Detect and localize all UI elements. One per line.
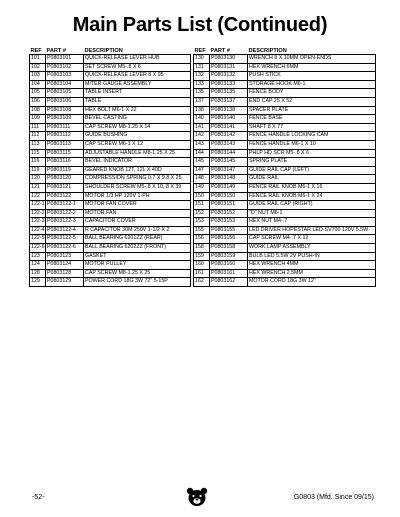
description-cell: TABLE <box>84 97 191 106</box>
table-row <box>194 106 376 115</box>
table-row <box>30 115 191 124</box>
description-cell: HEX WRENCH 4MM <box>248 261 376 270</box>
bear-head-logo-icon <box>186 487 208 507</box>
ref-cell: 122-1 <box>30 201 46 210</box>
table-row <box>30 149 191 158</box>
ref-cell: 129 <box>30 278 46 287</box>
ref-cell: 109 <box>30 115 46 124</box>
table-row <box>30 55 191 64</box>
description-header: DESCRIPTION <box>248 48 287 54</box>
ref-cell: 115 <box>30 149 46 158</box>
table-row <box>194 175 376 184</box>
part-number-cell: P0803120 <box>46 175 84 184</box>
description-cell: GASKET <box>84 252 191 261</box>
table-row <box>194 218 376 227</box>
ref-cell: 144 <box>194 149 210 158</box>
table-row <box>30 209 191 218</box>
table-row <box>30 201 191 210</box>
part-number-cell: P0803111 <box>46 123 84 132</box>
part-number-cell: P0803155 <box>210 226 248 235</box>
ref-cell: 119 <box>30 166 46 175</box>
table-row <box>30 235 191 244</box>
part-number-cell: P0803159 <box>210 252 248 261</box>
ref-cell: 104 <box>30 80 46 89</box>
part-number-cell: P0803143 <box>210 140 248 149</box>
part-number-cell: P0803150 <box>210 192 248 201</box>
part-number-cell: P0803101 <box>46 55 84 64</box>
part-number-cell: P0803122-3 <box>46 218 84 227</box>
table-row <box>194 166 376 175</box>
ref-cell: 138 <box>194 106 210 115</box>
description-header: DESCRIPTION <box>84 48 123 54</box>
ref-cell: 153 <box>194 218 210 227</box>
description-cell: COMPRESSION SPRING 0.7 X 9.8 X 25 <box>84 175 191 184</box>
part-number-cell: P0803161 <box>210 269 248 278</box>
part-number-cell: P0803144 <box>210 149 248 158</box>
description-cell: PUSH STICK <box>248 72 376 81</box>
description-cell: BALL BEARING 6201ZZ (REAR) <box>84 235 191 244</box>
part-number-cell: P0803122 <box>46 192 84 201</box>
description-cell: WORK LAMP ASSEMBLY <box>248 244 376 253</box>
description-cell: R CAPACITOR 30M 250V 1-1/2 X 2 <box>84 226 191 235</box>
description-cell: HEX BOLT M6-1 X 22 <box>84 106 191 115</box>
description-cell: HEX NUT M4-.7 <box>248 218 376 227</box>
part-number-cell: P0803122-5 <box>46 235 84 244</box>
part-number-cell: P0803124 <box>46 261 84 270</box>
ref-cell: 112 <box>30 132 46 141</box>
ref-cell: 123 <box>30 252 46 261</box>
part-number-cell: P0803148 <box>210 175 248 184</box>
ref-cell: 122-6 <box>30 244 46 253</box>
description-cell: MOTOR PULLEY <box>84 261 191 270</box>
ref-cell: 147 <box>194 166 210 175</box>
part-header: PART # <box>210 48 230 54</box>
description-cell: SHAFT 8 X 77 <box>248 123 376 132</box>
description-cell: POWER CORD 18G 3W 72" 5-15P <box>84 278 191 287</box>
part-number-cell: P0803142 <box>210 132 248 141</box>
table-row <box>30 226 191 235</box>
ref-cell: 132 <box>194 72 210 81</box>
table-row <box>194 80 376 89</box>
ref-cell: 120 <box>30 175 46 184</box>
description-cell: BEVEL CASTING <box>84 115 191 124</box>
table-row <box>194 244 376 253</box>
description-cell: BULB LED 5.5W 2V PUSH-IN <box>248 252 376 261</box>
ref-cell: 116 <box>30 158 46 167</box>
description-cell: GUIDE RAIL CAP (RIGHT) <box>248 201 376 210</box>
ref-cell: 133 <box>194 80 210 89</box>
description-cell: HEX WRENCH 6MM <box>248 63 376 72</box>
description-cell: BALL BEARING 6202ZZ (FRONT) <box>84 244 191 253</box>
ref-cell: 148 <box>194 175 210 184</box>
description-cell: GUIDE RAIL CAP (LEFT) <box>248 166 376 175</box>
description-cell: WRENCH 8 X 10MM OPEN-ENDS <box>248 55 376 64</box>
ref-cell: 122-2 <box>30 209 46 218</box>
table-row <box>30 183 191 192</box>
ref-cell: 160 <box>194 261 210 270</box>
description-cell: GUIDE RAIL <box>248 175 376 184</box>
ref-cell: 111 <box>30 123 46 132</box>
part-number-cell: P0803103 <box>46 72 84 81</box>
ref-cell: 106 <box>30 97 46 106</box>
description-cell: CAP SCREW M8-1.25 X 14 <box>84 123 191 132</box>
table-row <box>30 175 191 184</box>
ref-cell: 124 <box>30 261 46 270</box>
ref-cell: 137 <box>194 97 210 106</box>
part-number-cell: P0803156 <box>210 235 248 244</box>
table-row <box>30 166 191 175</box>
part-number-cell: P0803119 <box>46 166 84 175</box>
description-cell: QUICK-RELEASE LEVER HUB <box>84 55 191 64</box>
part-header: PART # <box>46 48 66 54</box>
description-cell: MOTOR FAN COVER <box>84 201 191 210</box>
ref-cell: 105 <box>30 89 46 98</box>
table-row <box>30 192 191 201</box>
table-row <box>30 252 191 261</box>
table-row <box>194 235 376 244</box>
ref-cell: 102 <box>30 63 46 72</box>
part-number-cell: P0803122-6 <box>46 244 84 253</box>
table-row <box>30 158 191 167</box>
ref-header: REF <box>194 48 206 54</box>
ref-cell: 121 <box>30 183 46 192</box>
table-row <box>30 140 191 149</box>
ref-cell: 158 <box>194 244 210 253</box>
ref-cell: 122 <box>30 192 46 201</box>
ref-cell: 162 <box>194 278 210 287</box>
page-title: Main Parts List (Continued) <box>72 14 328 36</box>
parts-table-right <box>193 46 376 287</box>
table-row <box>30 63 191 72</box>
description-cell: GEARED KNOB 12T, 12L X 40D <box>84 166 191 175</box>
description-cell: MOTOR CORD 18G 3W 12" <box>248 278 376 287</box>
description-cell: SPRING PLATE <box>248 158 376 167</box>
description-cell: SHOULDER SCREW M5-.8 X 10, 8 X 39 <box>84 183 191 192</box>
part-number-cell: P0803160 <box>210 261 248 270</box>
description-cell: FENCE RAIL KNOB M6-1 X 24 <box>248 192 376 201</box>
table-row <box>30 72 191 81</box>
ref-cell: 113 <box>30 140 46 149</box>
description-cell: SET SCREW M5-.8 X 6 <box>84 63 191 72</box>
ref-cell: 155 <box>194 226 210 235</box>
part-number-cell: P0803122-2 <box>46 209 84 218</box>
description-cell: CAP SCREW M8-1.25 X 25 <box>84 269 191 278</box>
table-row <box>194 192 376 201</box>
part-number-cell: P0803121 <box>46 183 84 192</box>
ref-cell: 135 <box>194 89 210 98</box>
ref-cell: 161 <box>194 269 210 278</box>
table-row <box>30 123 191 132</box>
description-cell: MOTOR FAN <box>84 209 191 218</box>
ref-cell: 149 <box>194 183 210 192</box>
part-number-cell: P0803133 <box>210 80 248 89</box>
ref-cell: 152 <box>194 209 210 218</box>
table-row <box>194 183 376 192</box>
description-cell: END CAP 25 X 52 <box>248 97 376 106</box>
table-row <box>194 55 376 64</box>
table-row <box>194 261 376 270</box>
description-cell: FENCE BASE <box>248 115 376 124</box>
part-number-cell: P0803130 <box>210 55 248 64</box>
table-row <box>30 244 191 253</box>
part-number-cell: P0803108 <box>46 106 84 115</box>
description-cell: BEVEL INDICATOR <box>84 158 191 167</box>
ref-cell: 122-4 <box>30 226 46 235</box>
part-number-cell: P0803115 <box>46 149 84 158</box>
part-number-cell: P0803131 <box>210 63 248 72</box>
ref-cell: 145 <box>194 158 210 167</box>
table-row <box>194 123 376 132</box>
model-info: G0803 (Mfd. Since 09/15) <box>293 494 374 501</box>
part-number-cell: P0803129 <box>46 278 84 287</box>
table-row <box>194 278 376 287</box>
ref-cell: 156 <box>194 235 210 244</box>
part-number-cell: P0803151 <box>210 201 248 210</box>
table-row <box>194 97 376 106</box>
table-row <box>194 149 376 158</box>
table-row <box>30 132 191 141</box>
part-number-cell: P0803153 <box>210 218 248 227</box>
part-number-cell: P0803113 <box>46 140 84 149</box>
table-row <box>30 97 191 106</box>
description-cell: FENCE HANDLE LOCKING CAM <box>248 132 376 141</box>
description-cell: MOTOR 1/3 HP 120V 1-PH <box>84 192 191 201</box>
part-number-cell: P0803102 <box>46 63 84 72</box>
table-row <box>194 72 376 81</box>
table-row <box>194 140 376 149</box>
description-cell: FENCE BODY <box>248 89 376 98</box>
part-number-cell: P0803104 <box>46 80 84 89</box>
table-row <box>30 218 191 227</box>
description-cell: FENCE HANDLE M6-1 X 10 <box>248 140 376 149</box>
part-number-cell: P0803128 <box>46 269 84 278</box>
ref-cell: 142 <box>194 132 210 141</box>
part-number-cell: P0803122-1 <box>46 201 84 210</box>
part-number-cell: P0803158 <box>210 244 248 253</box>
ref-cell: 122-5 <box>30 235 46 244</box>
ref-cell: 128 <box>30 269 46 278</box>
part-number-cell: P0803116 <box>46 158 84 167</box>
part-number-cell: P0803140 <box>210 115 248 124</box>
ref-cell: 103 <box>30 72 46 81</box>
table-row <box>194 209 376 218</box>
description-cell: CAP SCREW M6-1 X 12 <box>84 140 191 149</box>
table-row <box>30 89 191 98</box>
part-number-cell: P0803109 <box>46 115 84 124</box>
description-cell: MITER GAUGE ASSEMBLY <box>84 80 191 89</box>
ref-cell: 140 <box>194 115 210 124</box>
part-number-cell: P0803141 <box>210 123 248 132</box>
ref-cell: 143 <box>194 140 210 149</box>
part-number-cell: P0803132 <box>210 72 248 81</box>
part-number-cell: P0803123 <box>46 252 84 261</box>
table-row <box>194 63 376 72</box>
description-cell: "D" NUT M6-1 <box>248 209 376 218</box>
description-cell: GUIDE BUSHING <box>84 132 191 141</box>
ref-cell: 108 <box>30 106 46 115</box>
part-number-cell: P0803122-4 <box>46 226 84 235</box>
description-cell: TABLE INSERT <box>84 89 191 98</box>
description-cell: SPACER PLATE <box>248 106 376 115</box>
ref-cell: 141 <box>194 123 210 132</box>
ref-cell: 151 <box>194 201 210 210</box>
table-row <box>194 89 376 98</box>
table-row <box>194 226 376 235</box>
ref-cell: 101 <box>30 55 46 64</box>
description-cell: PHLP HD SCR M5-.8 X 6 <box>248 149 376 158</box>
description-cell: CAPACITOR COVER <box>84 218 191 227</box>
description-cell: ADJUSTABLE HANDLE M8-1.25 X 25 <box>84 149 191 158</box>
description-cell: QUICK-RELEASE LEVER 8 X 95 <box>84 72 191 81</box>
table-row <box>30 269 191 278</box>
description-cell: FENCE RAIL KNOB M6-1 X 16 <box>248 183 376 192</box>
part-number-cell: P0803162 <box>210 278 248 287</box>
part-number-cell: P0803106 <box>46 97 84 106</box>
part-number-cell: P0803147 <box>210 166 248 175</box>
table-row <box>194 201 376 210</box>
table-row <box>194 269 376 278</box>
part-number-cell: P0803137 <box>210 97 248 106</box>
part-number-cell: P0803112 <box>46 132 84 141</box>
ref-cell: 150 <box>194 192 210 201</box>
part-number-cell: P0803138 <box>210 106 248 115</box>
ref-cell: 159 <box>194 252 210 261</box>
ref-cell: 130 <box>194 55 210 64</box>
part-number-cell: P0803152 <box>210 209 248 218</box>
table-row <box>194 115 376 124</box>
table-row <box>194 252 376 261</box>
description-cell: HEX WRENCH 2.5MM <box>248 269 376 278</box>
part-number-cell: P0803149 <box>210 183 248 192</box>
part-number-cell: P0803145 <box>210 158 248 167</box>
page-number: -52- <box>32 494 45 501</box>
ref-cell: 131 <box>194 63 210 72</box>
table-row <box>30 80 191 89</box>
table-header-row <box>194 46 376 55</box>
parts-table-left <box>29 46 191 287</box>
table-row <box>30 261 191 270</box>
table-row <box>194 158 376 167</box>
part-number-cell: P0803135 <box>210 89 248 98</box>
table-row <box>30 278 191 287</box>
description-cell: STORAGE HOOK M6-1 <box>248 80 376 89</box>
part-number-cell: P0803105 <box>46 89 84 98</box>
description-cell: LED DRIVER HOPESTAR LED-SV700 120V 5.5W <box>248 226 376 235</box>
table-row <box>30 106 191 115</box>
ref-header: REF <box>30 48 42 54</box>
description-cell: CAP SCREW M4-.7 X 12 <box>248 235 376 244</box>
table-row <box>194 132 376 141</box>
table-header-row <box>30 46 191 55</box>
ref-cell: 122-3 <box>30 218 46 227</box>
